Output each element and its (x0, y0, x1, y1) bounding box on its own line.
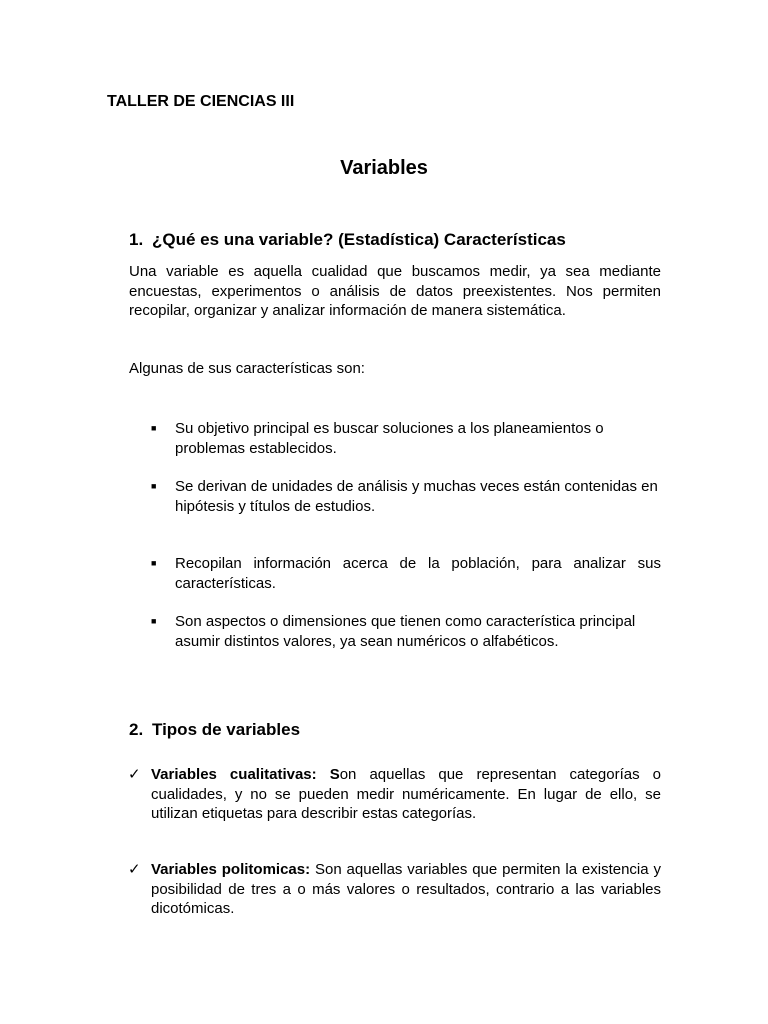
square-bullet-icon: ■ (151, 558, 157, 568)
section-2-number: 2. (129, 720, 144, 739)
variable-type-term: Variables cualitativas: S (151, 766, 340, 783)
characteristics-lead-text: Algunas de sus características son: (129, 360, 365, 377)
square-bullet-icon: ■ (151, 616, 157, 626)
list-item-text: Se derivan de unidades de análisis y muchas veces están contenidas en hipótesis y títulos de estudios. (175, 478, 658, 515)
document-title: Variables (340, 157, 428, 179)
square-bullet-icon: ■ (151, 423, 157, 433)
section-1-heading (129, 230, 669, 250)
section-1-number: 1. (129, 230, 144, 249)
variable-type-term: Variables politomicas: (151, 861, 311, 878)
list-item (151, 612, 661, 651)
list-item-text: Su objetivo principal es buscar soluciones a los planeamientos o problemas establecidos. (175, 420, 604, 457)
variable-type-description (151, 860, 661, 919)
variable-type-text: Son aquellas variables que permiten la existencia y posibilidad de tres a o más valores o resultados, contrario a las variables dicotómicas. (151, 861, 661, 917)
list-item (151, 419, 661, 458)
list-item (128, 765, 661, 824)
list-item-text: Son aspectos o dimensiones que tienen como característica principal asumir distintos valores, ya sean numéricos o alfabéticos. (175, 613, 636, 650)
square-bullet-icon: ■ (151, 481, 157, 491)
checkmark-icon: ✓ (128, 861, 141, 878)
section-2-heading-text: Tipos de variables (152, 720, 301, 739)
list-item-text: Recopilan información acerca de la población, para analizar sus características. (175, 555, 661, 592)
variable-type-description (151, 765, 661, 824)
course-title: TALLER DE CIENCIAS III (107, 93, 295, 110)
list-item (151, 554, 661, 593)
checkmark-icon: ✓ (128, 766, 141, 783)
section-1-heading-text: ¿Qué es una variable? (Estadística) Características (152, 230, 566, 249)
variable-definition-paragraph: Una variable es aquella cualidad que buscamos medir, ya sea mediante encuestas, experimentos o análisis de datos preexistentes. Nos permiten recopilar, organizar y analizar información de manera sistemática. (129, 263, 661, 319)
section-2-heading (129, 720, 669, 740)
variable-type-text: on aquellas que representan categorías o cualidades, y no se pueden medir numéricamente. En lugar de ello, se utilizan etiquetas para describir estas categorías. (151, 766, 661, 822)
list-item (128, 860, 661, 919)
list-item (151, 477, 661, 516)
